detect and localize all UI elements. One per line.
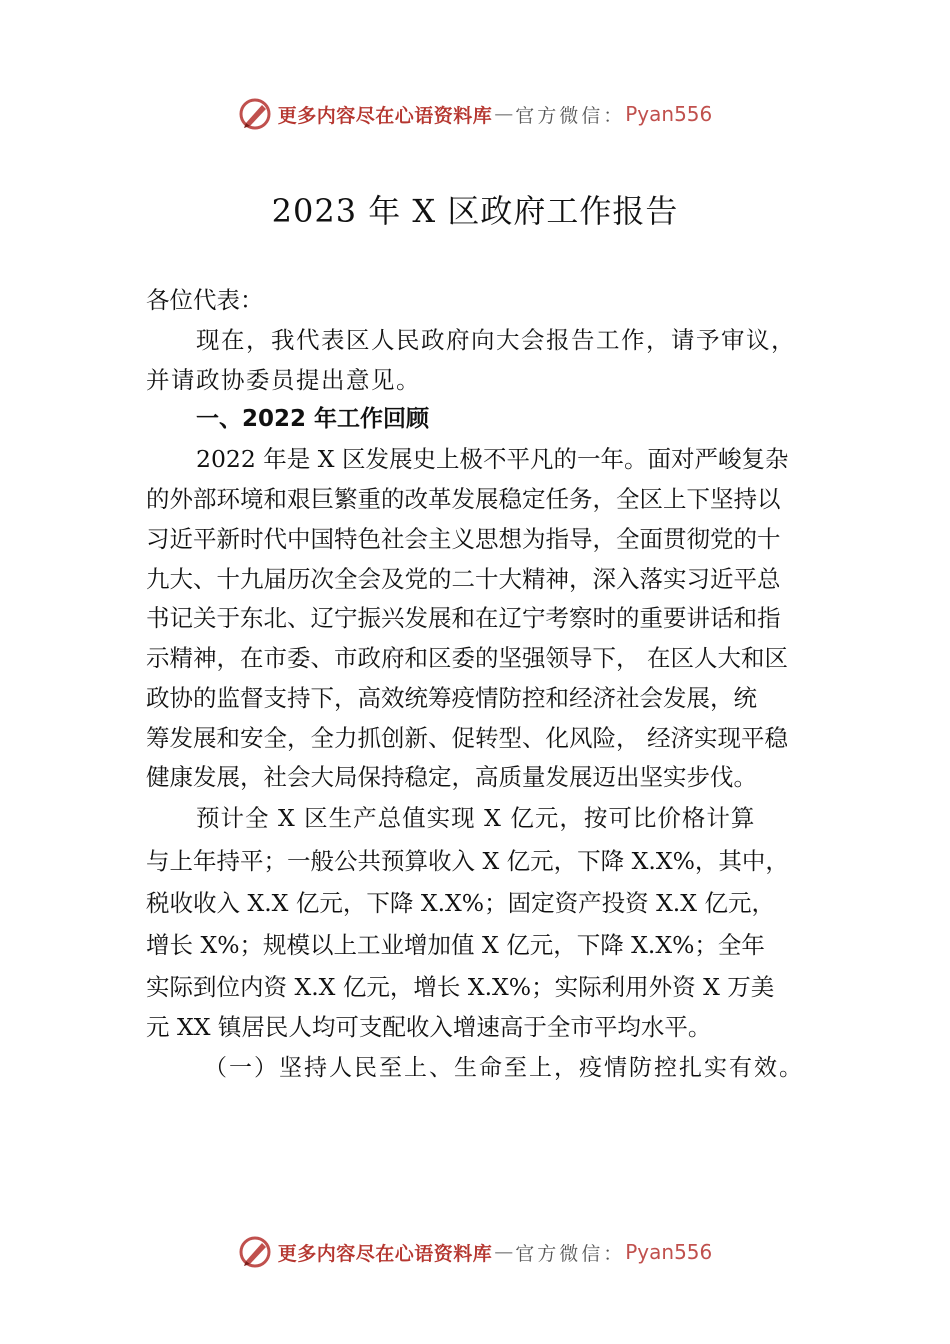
intro-line: 并请政协委员提出意见。: [146, 366, 421, 394]
watermark-brand-text: 更多内容尽在心语资料库: [277, 1242, 493, 1265]
paragraph-line: 习近平新时代中国特色社会主义思想为指导，全面贯彻党的十: [146, 525, 781, 553]
subsection-heading: （一）坚持人民至上、生命至上，疫情防控扎实有效。: [204, 1055, 804, 1081]
watermark-top: [0, 96, 950, 132]
watermark-wechat-id: Pyan556: [625, 1240, 713, 1264]
paragraph-line: 健康发展，社会大局保持稳定，高质量发展迈出坚实步伐。: [146, 763, 757, 791]
paragraph-line: 九大、十九届历次全会及党的二十大精神，深入落实习近平总: [146, 565, 781, 593]
pen-logo-icon: [238, 1235, 272, 1269]
salutation: 各位代表：: [146, 286, 264, 314]
watermark-dash: —: [494, 103, 514, 125]
paragraph-line: 书记关于东北、辽宁振兴发展和在辽宁考察时的重要讲话和指: [146, 604, 781, 632]
watermark-label: 官方微信：: [515, 1242, 626, 1265]
paragraph-line: 筹发展和安全，全力抓创新、促转型、化风险， 经济实现平稳: [146, 724, 788, 752]
watermark-wechat-id: Pyan556: [625, 102, 713, 126]
pen-logo-icon: [238, 97, 272, 131]
document-title: 2023 年 X 区政府工作报告: [271, 192, 679, 230]
paragraph-line: 税收收入 X.X 亿元，下降 X.X%；固定资产投资 X.X 亿元，: [146, 889, 775, 917]
watermark-brand-text: 更多内容尽在心语资料库: [277, 104, 493, 127]
watermark-bottom: [0, 1234, 950, 1270]
paragraph-line: 政协的监督支持下，高效统筹疫情防控和经济社会发展，统: [146, 684, 757, 712]
watermark-dash: —: [494, 1241, 514, 1263]
paragraph-line: 增长 X%；规模以上工业增加值 X 亿元，下降 X.X%；全年: [146, 931, 765, 959]
paragraph-line: 2022 年是 X 区发展史上极不平凡的一年。面对严峻复杂: [196, 445, 789, 473]
paragraph-line: 的外部环境和艰巨繁重的改革发展稳定任务，全区上下坚持以: [146, 485, 781, 513]
paragraph-line: 示精神，在市委、市政府和区委的坚强领导下， 在区人大和区: [146, 644, 788, 672]
paragraph-line: 实际到位内资 X.X 亿元，增长 X.X%；实际利用外资 X 万美: [146, 973, 775, 1001]
paragraph-line: 元 XX 镇居民人均可支配收入增速高于全市平均水平。: [146, 1013, 712, 1041]
intro-line: 现在，我代表区人民政府向大会报告工作，请予审议，: [196, 326, 796, 354]
watermark-label: 官方微信：: [515, 104, 626, 127]
paragraph-line: 与上年持平；一般公共预算收入 X 亿元，下降 X.X%，其中，: [146, 847, 789, 875]
paragraph-line: 预计全 X 区生产总值实现 X 亿元，按可比价格计算: [196, 804, 756, 832]
section-heading: 一、2022 年工作回顾: [196, 406, 430, 432]
